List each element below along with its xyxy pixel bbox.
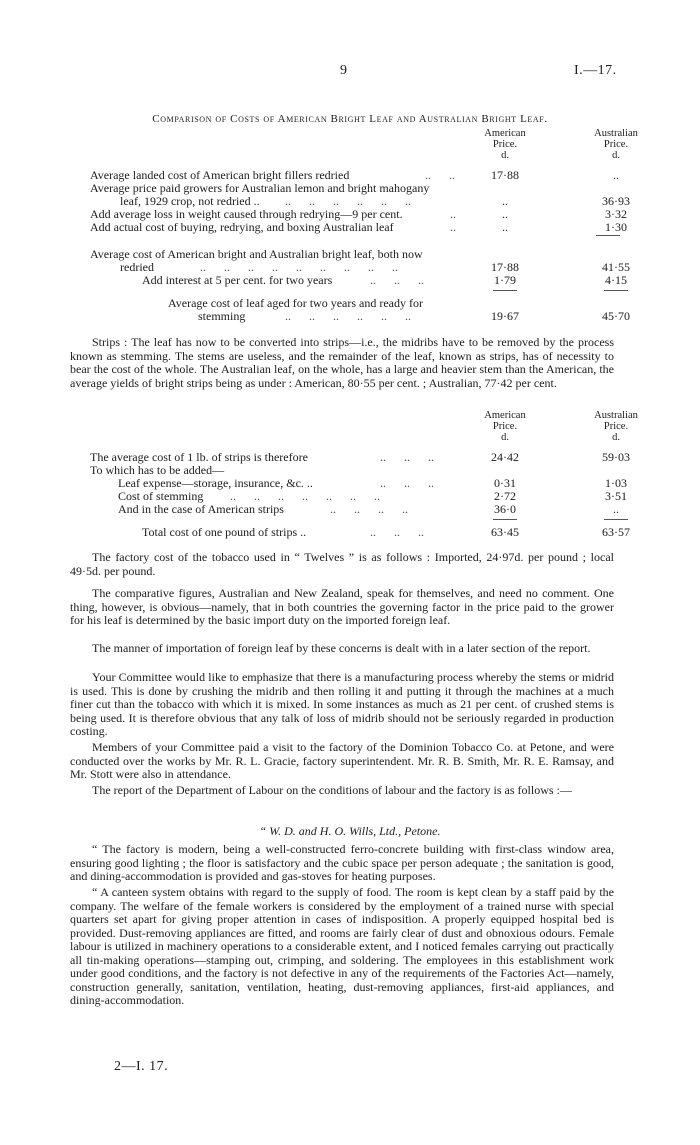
table-row: Average price paid growers for Australian lemon and bright mahogany [90, 181, 430, 195]
section-title: Comparison of Costs of American Bright Leaf and Australian Bright Leaf. [152, 113, 548, 125]
table-column-headers [90, 410, 650, 450]
table-row: redried .. .. .. .. .. .. .. .. .. 17·88 41·55 [120, 260, 630, 274]
table-row: Average cost of American bright and Australian bright leaf, both now [90, 247, 423, 261]
factory-cost-paragraph: The factory cost of the tobacco used in “ Twelves ” is as follows : Imported, 24·97d. per pound ; local 49·5d. per pound. [70, 550, 614, 578]
australian-price-header: Australian Price. d. [594, 128, 638, 161]
comparative-figures-paragraph: The comparative figures, Australian and New Zealand, speak for themselves, and need no comment. One thing, however, is obvious—namely, that in both countries the governing factor in the price paid to the grower for his leaf is determined by the basic import duty on the imported foreign leaf. [70, 586, 614, 627]
cost-comparison-table-leaf [90, 128, 650, 322]
table-row: Cost of stemming .. .. .. .. .. .. .. 2·72 3·51 [118, 489, 627, 503]
table-row: Add average loss in weight caused through redrying—9 per cent. .. .. 3·32 [90, 207, 627, 221]
table-column-headers [90, 128, 650, 168]
american-price-header: American Price. d. [484, 128, 526, 161]
table-row: And in the case of American strips .. .. .. .. 36·0 .. [118, 502, 619, 516]
table-row: The average cost of 1 lb. of strips is therefore .. .. .. 24·42 59·03 [90, 450, 630, 464]
australian-price-header: Australian Price. d. [594, 410, 638, 443]
american-price-header: American Price. d. [484, 410, 526, 443]
table-row: Average landed cost of American bright fillers redried .. .. 17·88 .. [90, 168, 619, 182]
footer-signature: 2—I. 17. [114, 1059, 169, 1074]
table-row: To which has to be added— [90, 463, 225, 477]
page-number: 9 [340, 63, 347, 78]
table-row: Add actual cost of buying, redrying, and boxing Australian leaf .. .. 1·30 [90, 220, 627, 234]
report-quote-2: “ A canteen system obtains with regard to the supply of food. The room is kept clean by a staff paid by the company. The welfare of the female workers is considered by the employment of a trained nurse with special quarters set apart for giving proper attention in cases of indisposition. A properly equipped hospital bed is provided. Dust-removing appliances are fitted, and rooms are fairly clear of dust and obnoxious odours. Female labour is utilized in machinery operations to a considerable extent, and I noticed females carrying out practically all tin-making operations—stamping out, crimping, and soldering. The employees in this establishment work under good conditions, and the factory is not defective in any of the requirements of the Factories Act—namely, construction generally, sanitation, ventilation, heating, dust-removing appliances, first-aid appliances, and dining-accommodation. [70, 885, 614, 1007]
manufacturing-process-paragraph: Your Committee would like to emphasize that there is a manufacturing process whereby the stems or midrid is used. This is done by crushing the midrib and then rolling it and putting it through the machines at a much finer cut than the tobacco with which it is mixed. In some instances as much as 21 per cent. of crushed stems is being used. It is therefore obvious that any talk of loss of midrib should not be seriously regarded in production costing. [70, 670, 614, 738]
factory-visit-paragraph: Members of your Committee paid a visit to the factory of the Dominion Tobacco Co. at Petone, and were conducted over the works by Mr. R. L. Gracie, factory superintendent. Mr. R. B. Smith, Mr. R. E. Ramsay, and Mr. Stott were also in attendance. [70, 740, 614, 781]
document-reference: I.—17. [574, 63, 617, 78]
table-row: Total cost of one pound of strips .. .. .. .. 63·45 63·57 [142, 525, 630, 539]
table-row: leaf, 1929 crop, not redried .. .. .. .. .. .. .. .. 36·93 [120, 194, 630, 208]
report-heading: “ W. D. and H. O. Wills, Ltd., Petone. [259, 824, 441, 838]
table-row: Add interest at 5 per cent. for two years .. .. .. 1·79 4·15 [142, 273, 627, 287]
table-row: stemming .. .. .. .. .. .. 19·67 45·70 [198, 309, 630, 323]
strips-paragraph: Strips : The leaf has now to be converted into strips—i.e., the midribs have to be removed by the process known as stemming. The stems are useless, and the remainder of the leaf, known as strips, has of necessity to bear the cost of the whole. The Australian leaf, on the whole, has a large and heavier stem than the American, the average yields of bright strips being as under : American, 80·55 per cent. ; Australian, 77·42 per cent. [70, 335, 614, 390]
table-row: Leaf expense—storage, insurance, &c. .. .. .. .. 0·31 1·03 [118, 476, 627, 490]
labour-report-intro: The report of the Department of Labour on the conditions of labour and the factory is as follows :— [92, 783, 572, 797]
table-row: Average cost of leaf aged for two years and ready for [168, 296, 423, 310]
report-quote-1: “ The factory is modern, being a well-constructed ferro-concrete building with first-class window area, ensuring good lighting ; the floor is satisfactory and the cubic space per person adequate ; the sanitation is good, and dining-accommodation is provided and gas-stoves for heating purposes. [70, 842, 614, 883]
importation-paragraph: The manner of importation of foreign leaf by these concerns is dealt with in a later section of the report. [92, 641, 591, 655]
cost-comparison-table-strips [90, 410, 650, 538]
